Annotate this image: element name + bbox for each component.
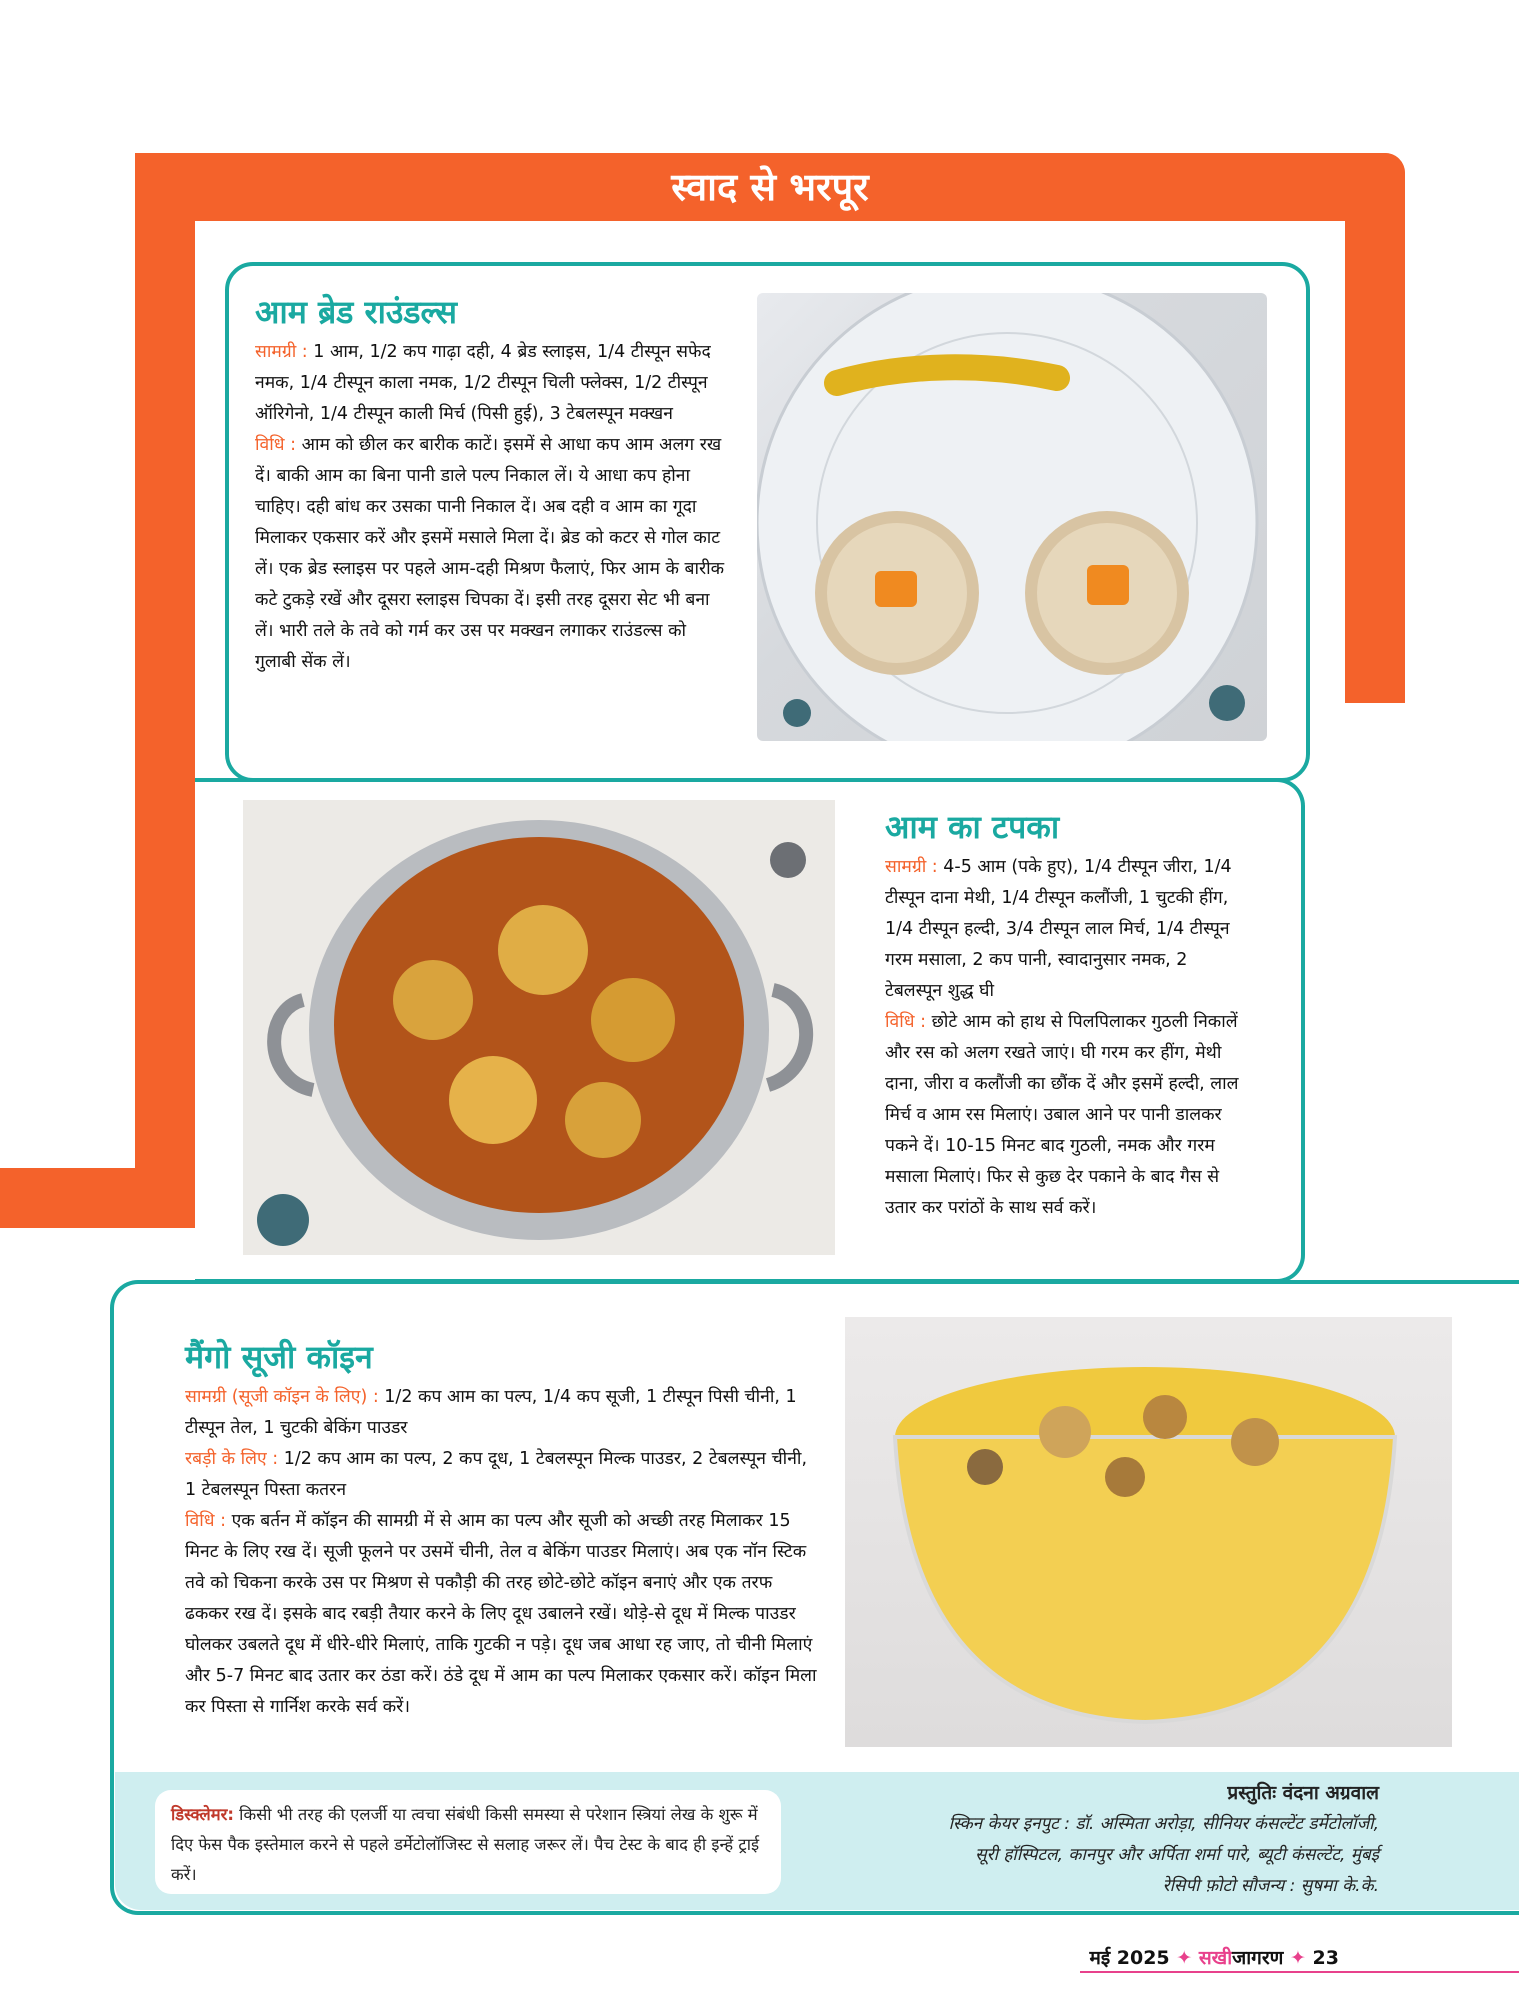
recipe-3-content [185, 1335, 820, 1723]
recipe-2-ingredients: 4-5 आम (पके हुए), 1/4 टीस्पून जीरा, 1/4 टीस्पून दाना मेथी, 1/4 टीस्पून कलौंजी, 1 चुटकी हींग, 1/4 टीस्पून हल्दी, 3/4 टीस्पून लाल मिर्च, 1/4 टीस्पून गरम मसाला, 2 कप पानी, स्वादानुसार नमक, 2 टेबलस्पून शुद्ध घी [885, 857, 1232, 1001]
orange-frame-right [1345, 153, 1405, 703]
recipe-3-method: एक बर्तन में कॉइन की सामग्री में से आम का पल्प और सूजी को अच्छी तरह मिलाकर 15 मिनट के लिए रख दें। सूजी फूलने पर उसमें चीनी, तेल व बेकिंग पाउडर मिलाएं। अब एक नॉन स्टिक तवे को चिकना करके उस पर मिश्रण से पकौड़ी की तरह छोटे-छोटे कॉइन बनाएं और एक तरफ ढककर रख दें। इसके बाद रबड़ी तैयार करने के लिए दूध उबालने रखें। थोड़े-से दूध में मिल्क पाउडर घोलकर उबलते दूध में धीरे-धीरे मिलाएं, ताकि गुटकी न पड़े। दूध जब आधा रह जाए, तो चीनी मिलाएं और 5-7 मिनट बाद उतार कर ठंडा करें। ठंडे दूध में आम का पल्प मिलाकर एकसार करें। कॉइन मिला कर पिस्ता से गार्निश करके सर्व करें। [185, 1511, 817, 1717]
footer-brand-b: जागरण [1232, 1947, 1284, 1969]
footer-divider [1080, 1971, 1519, 1973]
recipe-2-body [885, 852, 1245, 1224]
recipe-3-rabdi: 1/2 कप आम का पल्प, 2 कप दूध, 1 टेबलस्पून मिल्क पाउडर, 2 टेबलस्पून चीनी, 1 टेबलस्पून पिस्ता कतरन [185, 1449, 808, 1500]
recipe-1-method-label: विधि : [255, 435, 297, 455]
credits-line-1: स्किन केयर इनपुट : डॉ. अस्मिता अरोड़ा, सीनियर कंसल्टेंट डर्मेटोलॉजी, [948, 1814, 1379, 1834]
recipe-1-body [255, 337, 725, 678]
recipe-1-method: आम को छील कर बारीक काटें। इसमें से आधा कप आम अलग रख दें। बाकी आम का बिना पानी डाले पल्प निकाल लें। ये आधा कप होना चाहिए। दही बांध कर उसका पानी निकाल दें। अब दही व आम का गूदा मिलाकर एकसार करें और इसमें मसाले मिला दें। ब्रेड को कटर से गोल काट लें। एक ब्रेड स्लाइस पर पहले आम-दही मिश्रण फैलाएं, फिर आम के बारीक कटे टुकड़े रखें और दूसरा स्लाइस चिपका दें। इसी तरह दूसरा सेट भी बना लें। भारी तले के तवे को गर्म कर उस पर मक्खन लगाकर राउंडल्स को गुलाबी सेंक लें। [255, 435, 725, 672]
recipe-3-ingredients-label: सामग्री (सूजी कॉइन के लिए) : [185, 1387, 379, 1407]
credits-line-2: सूरी हॉस्पिटल, कानपुर और अर्पिता शर्मा पारे, ब्यूटी कंसल्टेंट, मुंबई [975, 1845, 1379, 1865]
footer-brand-a: सखी [1198, 1947, 1233, 1969]
recipe-2-content [885, 805, 1245, 1224]
disclaimer-card [155, 1790, 781, 1894]
recipe-3-body [185, 1382, 820, 1723]
orange-tab-left [0, 1168, 195, 1228]
recipe-2-title: आम का टपका [885, 808, 1060, 846]
mango-suji-coin-photo [845, 1317, 1452, 1747]
aam-tapka-photo [243, 800, 835, 1255]
mango-suji-coin-illustration [845, 1317, 1452, 1747]
recipe-2-ingredients-label: सामग्री : [885, 857, 938, 877]
disclaimer-label: डिस्क्लेमर: [171, 1805, 234, 1824]
recipe-1-title: आम ब्रेड राउंडल्स [255, 293, 457, 331]
page-number: 23 [1312, 1947, 1339, 1969]
bread-roundels-photo [757, 293, 1267, 741]
footer-month: मई 2025 [1089, 1947, 1170, 1969]
recipe-1-ingredients: 1 आम, 1/2 कप गाढ़ा दही, 4 ब्रेड स्लाइस, 1/4 टीस्पून सफेद नमक, 1/4 टीस्पून काला नमक, 1/2 टीस्पून चिली फ्लेक्स, 1/2 टीस्पून ऑरिगेनो, 1/4 टीस्पून काली मिर्च (पिसी हुई), 3 टेबलस्पून मक्खन [255, 342, 711, 424]
star-icon: ✦ [1290, 1947, 1306, 1969]
recipe-1-ingredients-label: सामग्री : [255, 342, 308, 362]
recipe-3-ingredients: 1/2 कप आम का पल्प, 1/4 कप सूजी, 1 टीस्पून पिसी चीनी, 1 टीस्पून तेल, 1 चुटकी बेकिंग पाउडर [185, 1387, 797, 1438]
credits-presented-by: प्रस्तुतिः वंदना अग्रवाल [1227, 1782, 1379, 1804]
recipe-3-method-label: विधि : [185, 1511, 227, 1531]
orange-frame-left [135, 153, 195, 1168]
recipe-2-method-label: विधि : [885, 1012, 927, 1032]
credits [759, 1778, 1379, 1902]
recipe-3-title: मैंगो सूजी कॉइन [185, 1338, 373, 1376]
bread-roundels-illustration [757, 293, 1267, 741]
page-title: स्वाद से भरपूर [671, 165, 869, 209]
aam-tapka-illustration [243, 800, 835, 1255]
recipe-3-rabdi-label: रबड़ी के लिए : [185, 1449, 279, 1469]
recipe-2-method: छोटे आम को हाथ से पिलपिलाकर गुठली निकालें और रस को अलग रखते जाएं। घी गरम कर हींग, मेथी दाना, जीरा व कलौंजी का छौंक दें और इसमें हल्दी, लाल मिर्च व आम रस मिलाएं। उबाल आने पर पानी डालकर पकने दें। 10-15 मिनट बाद गुठली, नमक और गरम मसाला मिलाएं। फिर से कुछ देर पकाने के बाद गैस से उतार कर परांठों के साथ सर्व करें। [885, 1012, 1239, 1218]
page-footer [1089, 1944, 1339, 1970]
disclaimer-text: किसी भी तरह की एलर्जी या त्वचा संबंधी किसी समस्या से परेशान स्त्रियां लेख के शुरू में दिए फेस पैक इस्तेमाल करने से पहले डर्मेटोलॉजिस्ट से सलाह जरूर लें। पैच टेस्ट के बाद ही इन्हें ट्राई करें। [171, 1805, 760, 1884]
recipe-1-content [255, 290, 725, 678]
credits-line-3: रेसिपी फ़ोटो सौजन्य : सुषमा के.के. [1162, 1876, 1379, 1896]
star-icon: ✦ [1176, 1947, 1193, 1969]
